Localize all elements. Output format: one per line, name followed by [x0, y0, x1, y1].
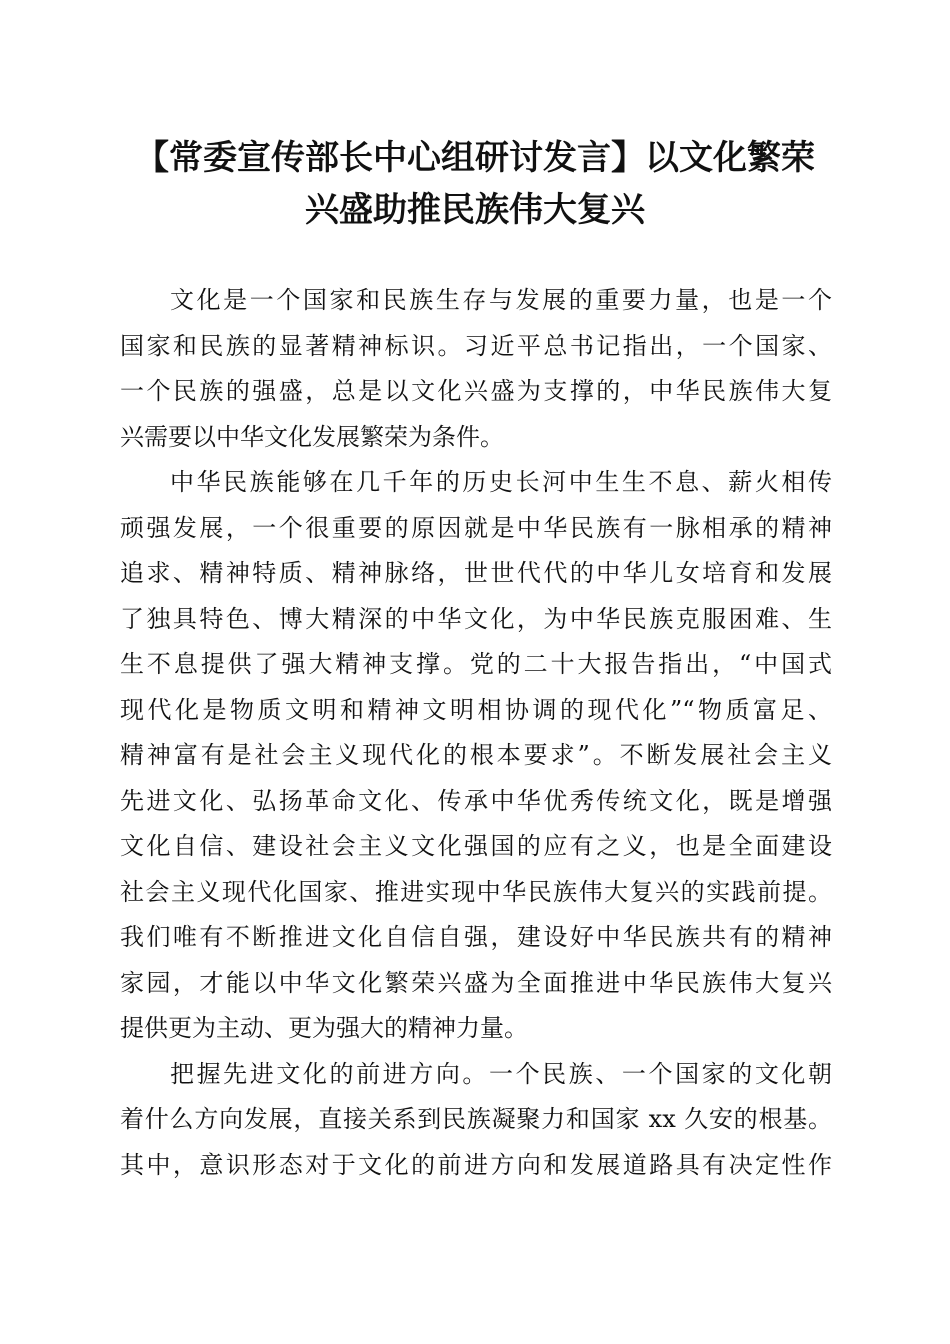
- text-line: 其中，意识形态对于文化的前进方向和发展道路具有决定性作: [120, 1150, 832, 1179]
- document-body: [120, 278, 832, 1188]
- text-line: 顽强发展，一个很重要的原因就是中华民族有一脉相承的精神: [120, 513, 832, 542]
- text-line: 追求、精神特质、精神脉络，世世代代的中华儿女培育和发展: [120, 559, 832, 587]
- text-line: 了独具特色、博大精深的中华文化，为中华民族克服困难、生: [120, 604, 832, 633]
- text-line: 着什么方向发展，直接关系到民族凝聚力和国家 xx 久安的根基。: [120, 1105, 832, 1133]
- text-line: 文化是一个国家和民族生存与发展的重要力量，也是一个: [170, 286, 832, 314]
- text-line: 一个民族的强盛，总是以文化兴盛为支撑的，中华民族伟大复: [120, 377, 832, 405]
- paragraph-2: [120, 460, 832, 1052]
- text-line: 提供更为主动、更为强大的精神力量。: [120, 1014, 528, 1042]
- title-line: 兴盛助推民族伟大复兴: [305, 190, 645, 230]
- text-line: 兴需要以中华文化发展繁荣为条件。: [120, 422, 504, 451]
- text-line: 国家和民族的显著精神标识。习近平总书记指出，一个国家、: [120, 331, 832, 360]
- text-line: 把握先进文化的前进方向。一个民族、一个国家的文化朝: [170, 1059, 832, 1088]
- text-line: 社会主义现代化国家、推进实现中华民族伟大复兴的实践前提。: [120, 877, 832, 906]
- text-line: 精神富有是社会主义现代化的根本要求”。不断发展社会主义: [120, 741, 832, 769]
- text-line: 中华民族能够在几千年的历史长河中生生不息、薪火相传: [170, 468, 832, 496]
- text-line: 文化自信、建设社会主义文化强国的应有之义，也是全面建设: [120, 832, 832, 860]
- document-title: [100, 132, 850, 236]
- text-line: 我们唯有不断推进文化自信自强，建设好中华民族共有的精神: [120, 923, 832, 951]
- paragraph-1: [120, 278, 832, 460]
- title-line: 【常委宣传部长中心组研讨发言】以文化繁荣: [135, 138, 815, 178]
- text-line: 先进文化、弘扬革命文化、传承中华优秀传统文化，既是增强: [120, 786, 832, 815]
- text-line: 家园，才能以中华文化繁荣兴盛为全面推进中华民族伟大复兴: [120, 968, 832, 997]
- paragraph-3: [120, 1052, 832, 1189]
- text-line: 生不息提供了强大精神支撑。党的二十大报告指出，“中国式: [120, 650, 832, 678]
- text-line: 现代化是物质文明和精神文明相协调的现代化”“物质富足、: [120, 695, 832, 724]
